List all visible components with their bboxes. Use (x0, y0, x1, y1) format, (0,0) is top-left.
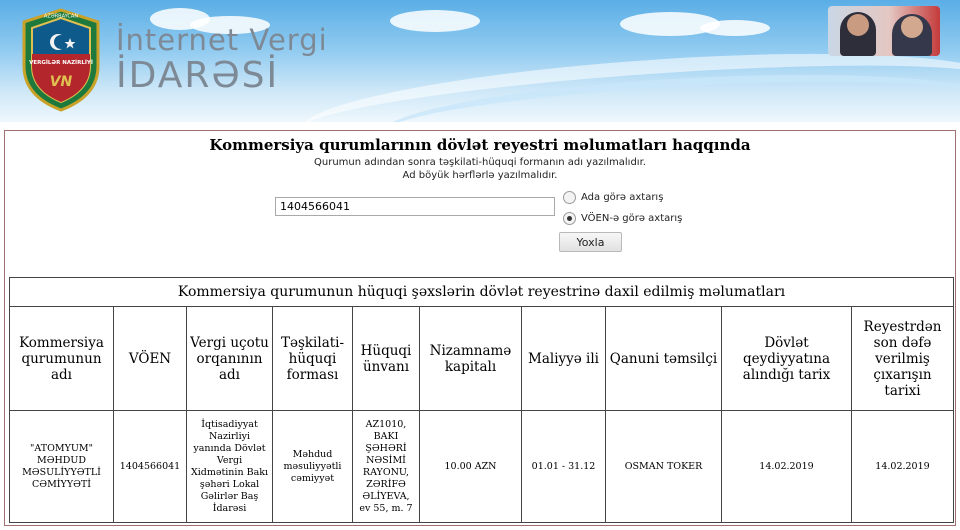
table-row (10, 411, 954, 523)
radio-search-by-voen[interactable] (563, 212, 682, 225)
table-caption: Kommersiya qurumunun hüquqi şəxslərin dövlət reyestrinə daxil edilmiş məlumatları (10, 278, 954, 307)
instruction-note: Qurumun adından sonra təşkilati-hüquqi formanın adı yazılmalıdır. (314, 157, 646, 168)
registration-date-cell: 14.02.2019 (722, 411, 852, 523)
column-header: Dövlət qeydiyyatına alındığı tarix (722, 307, 852, 411)
svg-text:AZƏRBAYCAN: AZƏRBAYCAN (43, 13, 79, 20)
svg-text:VN: VN (49, 74, 73, 90)
officials-photo (828, 6, 940, 56)
logo-line-2: İDARƏSİ (116, 55, 280, 96)
column-header: Maliyyə ili (522, 307, 606, 411)
column-header: VÖEN (114, 307, 187, 411)
radio-button[interactable] (563, 191, 576, 204)
ministry-emblem-icon[interactable] (20, 8, 102, 112)
column-header: Kommersiya qurumunun adı (10, 307, 114, 411)
extract-date-cell: 14.02.2019 (852, 411, 954, 523)
radio-search-by-name[interactable] (563, 191, 663, 204)
voen-cell: 1404566041 (114, 411, 187, 523)
legal-address-cell: AZ1010, BAKI ŞƏHƏRİ NƏSİMİ RAYONU, ZƏRİFƏ ƏLİYEVA, ev 55, m. 7 (353, 411, 420, 523)
fiscal-year-cell: 01.01 - 31.12 (522, 411, 606, 523)
table-header-row (10, 307, 954, 411)
legal-representative-cell: OSMAN TOKER (606, 411, 722, 523)
column-header: Vergi uçotu orqanının adı (187, 307, 273, 411)
content-frame (4, 130, 956, 526)
radio-button-checked[interactable] (563, 212, 576, 225)
site-banner (0, 0, 960, 122)
site-logo[interactable] (116, 24, 328, 96)
column-header: Qanuni təmsilçi (606, 307, 722, 411)
radio-label: VÖEN-ə görə axtarış (581, 213, 683, 224)
logo-line-1: İnternet Vergi (116, 23, 328, 57)
radio-label: Ada görə axtarış (581, 192, 664, 203)
column-header: Reyestrdən son dəfə verilmiş çıxarışın tarixi (852, 307, 954, 411)
column-header: Nizamnamə kapitalı (420, 307, 522, 411)
svg-text:VERGİLƏR NAZİRLİYİ: VERGİLƏR NAZİRLİYİ (29, 60, 93, 66)
page-title: Kommersiya qurumlarının dövlət reyestri məlumatları haqqında (209, 136, 751, 154)
instruction-note: Ad böyük hərflərlə yazılmalıdır. (402, 170, 558, 181)
check-button[interactable]: Yoxla (559, 232, 622, 252)
cloud-decoration (390, 10, 480, 32)
column-header: Hüquqi ünvanı (353, 307, 420, 411)
results-table (9, 277, 954, 523)
charter-capital-cell: 10.00 AZN (420, 411, 522, 523)
company-name-cell: "ATOMYUM" MƏHDUD MƏSULİYYƏTLİ CƏMİYYƏTİ (10, 411, 114, 523)
cloud-decoration (700, 20, 770, 36)
search-input[interactable] (275, 197, 555, 216)
column-header: Təşkilati-hüquqi forması (273, 307, 353, 411)
tax-office-cell: İqtisadiyyat Nazirliyi yanında Dövlət Vergi Xidmətinin Bakı şəhəri Lokal Gəlirlər Baş İdarəsi (187, 411, 273, 523)
legal-form-cell: Məhdud məsuliyyətli cəmiyyət (273, 411, 353, 523)
